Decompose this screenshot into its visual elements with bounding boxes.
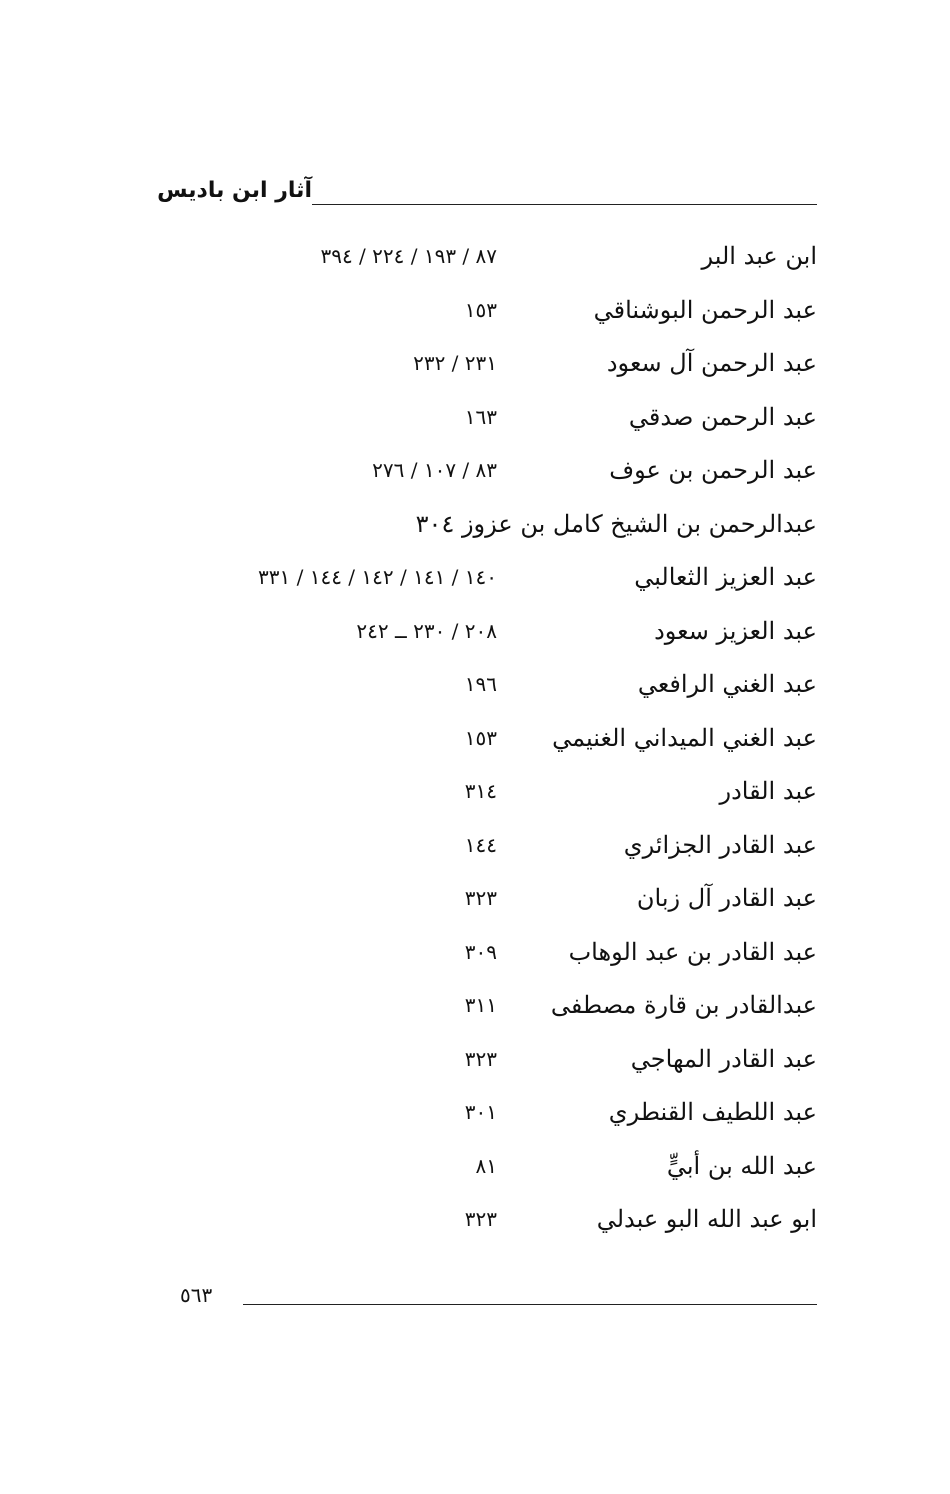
header-rule (312, 204, 817, 205)
index-entry (150, 1039, 817, 1093)
index-entry (150, 343, 817, 397)
entry-name: عبد الغني الميداني الغنيمي (552, 723, 817, 752)
entry-pages: ٢٠٨ / ٢٣٠ ــ ٢٤٢ (356, 618, 497, 643)
index-entry (150, 664, 817, 718)
entry-name: عبد اللطيف القنطري (608, 1098, 817, 1126)
entry-name: عبد العزيز الثعالبي (634, 563, 817, 591)
index-entry (150, 557, 817, 611)
entry-name: عبد الله بن أبيٍّ (666, 1151, 817, 1180)
index-entry (150, 718, 817, 772)
entry-name: عبد الرحمن صدقي (628, 402, 817, 431)
entry-pages: ٨٣ / ١٠٧ / ٢٧٦ (372, 458, 497, 482)
entry-pages: ٣٢٣ (464, 886, 497, 910)
entry-name-with-pages: عبدالرحمن بن الشيخ كامل بن عزوز ٣٠٤ (415, 509, 817, 538)
index-entry (150, 1092, 817, 1146)
page-number: ٥٦٣ (180, 1283, 213, 1307)
entry-pages: ١٥٣ (464, 297, 497, 322)
index-entry (150, 1199, 817, 1253)
index-entry (150, 985, 817, 1039)
index-entry (150, 1146, 817, 1200)
index-entry (150, 397, 817, 451)
index-entry (150, 450, 817, 504)
entry-name: عبد الرحمن آل سعود (606, 349, 817, 377)
index-entry (150, 932, 817, 986)
entry-name: عبد الرحمن بن عوف (609, 456, 817, 484)
entry-name: عبد القادر آل زبان (636, 884, 817, 912)
footer-rule (243, 1304, 817, 1305)
running-header (157, 178, 817, 210)
index-entry (150, 504, 817, 558)
entry-name: عبد القادر (719, 777, 817, 805)
index-entry (150, 878, 817, 932)
entry-name: عبد القادر الجزائري (623, 830, 817, 859)
entry-pages: ١٦٣ (464, 404, 497, 429)
index-entry (150, 611, 817, 665)
entry-name: عبد الغني الرافعي (637, 670, 817, 698)
entry-name: عبد القادر بن عبد الوهاب (568, 937, 817, 966)
entry-name: عبد الرحمن البوشناقي (593, 295, 817, 324)
entry-pages: ٣٠١ (464, 1100, 497, 1124)
entry-pages: ٣١١ (464, 993, 497, 1017)
entry-name: عبد العزيز سعود (654, 616, 817, 645)
entry-name: ابو عبد الله البو عبدلي (596, 1205, 817, 1233)
index-entry (150, 825, 817, 879)
entry-pages: ١٩٦ (464, 672, 497, 696)
entry-pages: ٨٧ / ١٩٣ / ٢٢٤ / ٣٩٤ (320, 244, 497, 268)
page-footer (180, 1282, 817, 1312)
entry-pages: ٣١٤ (464, 779, 497, 803)
book-title: آثار ابن باديس (157, 178, 312, 203)
entry-pages: ١٤٠ / ١٤١ / ١٤٢ / ١٤٤ / ٣٣١ (258, 565, 497, 589)
entry-pages: ١٥٣ (464, 725, 497, 750)
entry-pages: ٣٢٣ (464, 1046, 497, 1071)
entry-name: ابن عبد البر (701, 242, 817, 270)
entry-pages: ٣٠٩ (464, 939, 497, 964)
entry-pages: ٢٣١ / ٢٣٢ (413, 351, 497, 375)
entry-pages: ٨١ (475, 1153, 497, 1178)
entry-pages: ٣٢٣ (464, 1207, 497, 1231)
entry-name: عبدالقادر بن قارة مصطفى (550, 991, 817, 1019)
index-entry (150, 236, 817, 290)
index-entry (150, 771, 817, 825)
entry-name: عبد القادر المهاجي (630, 1044, 817, 1073)
entry-pages: ١٤٤ (464, 832, 497, 857)
index-entry (150, 290, 817, 344)
index-list (150, 236, 817, 1253)
